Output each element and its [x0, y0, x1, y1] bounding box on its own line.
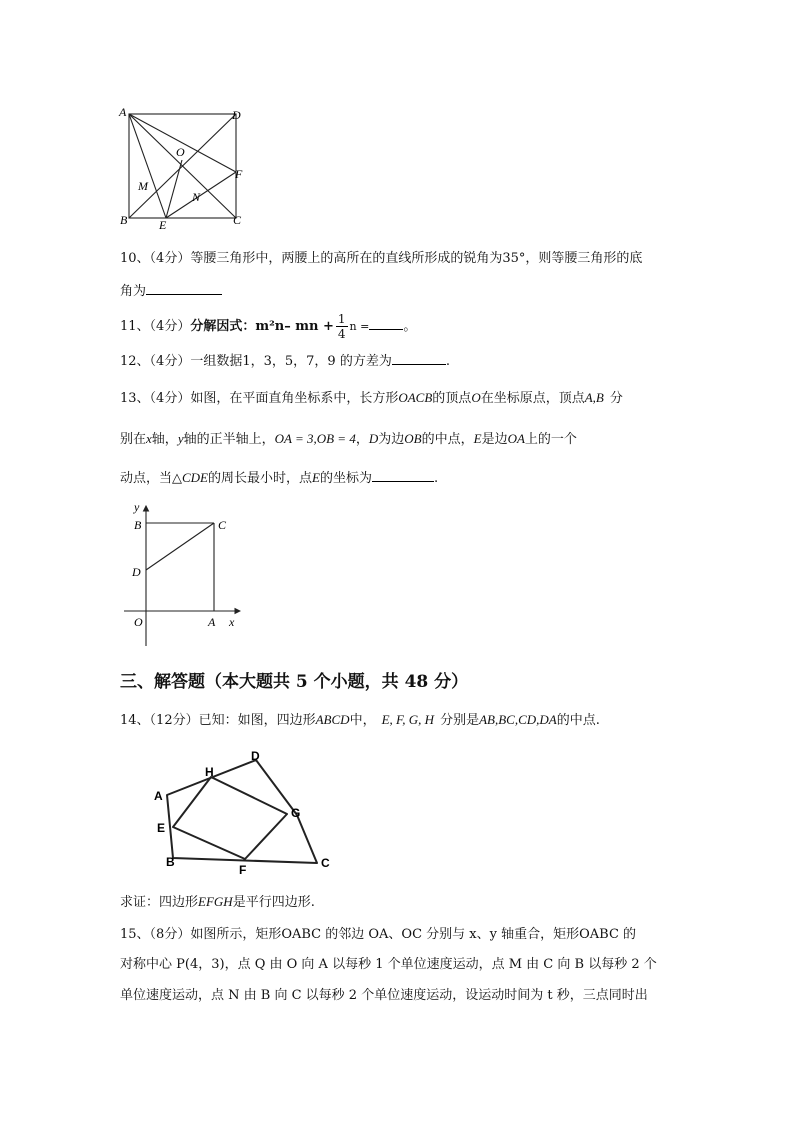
q13-text: 是边: [481, 432, 508, 447]
q11-end: 。: [403, 319, 417, 334]
q13-line2: [120, 430, 577, 449]
q15-text: 单位速度运动，点 N 由 B 向 C 以每秒 2 个单位速度运动，设运动时间为 t 秒，三点同时出: [120, 988, 648, 1003]
q14-math: E, F, G, H: [381, 712, 435, 727]
label-N: N: [192, 190, 201, 204]
q12-text: 一组数据1，3，5，7，9 的方差为: [190, 354, 392, 369]
q11-expr-pre: 分解因式：m²n– mn +: [190, 319, 334, 334]
q10-text1: 等腰三角形中，两腰上的高所在的直线所形成的锐角为35°，则等腰三角形的底: [190, 251, 643, 266]
label-H: H: [205, 765, 214, 779]
q13-math: E: [473, 431, 482, 446]
q14-math: ABCD: [315, 712, 350, 727]
label-C: C: [218, 518, 227, 532]
q12-end: .: [445, 354, 450, 369]
axis-label-y: y: [134, 500, 140, 514]
q10-answer-blank[interactable]: [146, 282, 222, 295]
q12-answer-blank[interactable]: [392, 352, 446, 365]
label-C: C: [321, 856, 330, 870]
q15-line3: [120, 987, 648, 1005]
q10-line1: [120, 250, 642, 268]
q14-proof-text: 求证：四边形: [120, 895, 199, 910]
q13-math: x: [146, 431, 152, 446]
q14-math: AB,BC,CD,DA: [479, 712, 557, 727]
q13-text: 轴的正半轴上，: [183, 432, 275, 447]
q13-math: D: [368, 431, 379, 446]
q13-text: 分: [609, 391, 623, 406]
label-A: A: [154, 789, 163, 803]
label-B: B: [134, 518, 142, 532]
q13-answer-blank[interactable]: [372, 469, 434, 482]
q10-line2: [120, 282, 222, 301]
coordinate-figure: [118, 498, 248, 648]
label-O: O: [176, 145, 185, 159]
q13-math: CDE: [182, 470, 208, 485]
label-B: B: [166, 855, 175, 869]
q13-text: 为边: [378, 432, 405, 447]
q13-text: 上的一个: [524, 432, 577, 447]
label-F: F: [239, 863, 247, 877]
label-F: F: [235, 167, 243, 181]
q15-text: 对称中心 P(4，3)，点 Q 由 O 向 A 以每秒 1 个单位速度运动，点 M 由 C 向 B 以每秒 2 个: [120, 957, 657, 972]
q15-line2: [120, 956, 657, 974]
label-C: C: [233, 213, 242, 227]
q10-text2: 角为: [120, 284, 147, 299]
q14-text: 中，: [349, 713, 376, 728]
q11-expr-post: n =: [349, 320, 370, 333]
q11-line: [120, 312, 416, 342]
label-G: G: [291, 806, 301, 820]
q15-text: 如图所示，矩形OABC 的邻边 OA、OC 分别与 x、y 轴重合，矩形OABC 的: [190, 927, 637, 942]
q14-number: 14、（12分）: [120, 713, 199, 728]
axis-label-x: x: [229, 615, 235, 629]
q11-fraction: [336, 312, 348, 341]
q13-math: OACB: [398, 390, 433, 405]
q13-text: 轴，: [151, 432, 178, 447]
q13-math: O: [471, 390, 481, 405]
q15-line1: [120, 926, 636, 944]
label-O: O: [134, 615, 143, 629]
square-figure: [115, 102, 255, 232]
q13-line1: [120, 389, 623, 408]
q11-frac-den: 4: [337, 327, 346, 341]
q13-text: 的中点，: [421, 432, 474, 447]
q15-number: 15、（8分）: [120, 927, 191, 942]
q14-proof-line: [120, 893, 315, 912]
q13-number: 13、（4分）: [120, 391, 191, 406]
q13-math: OA: [507, 431, 525, 446]
q11-number: 11、（4分）: [120, 319, 191, 334]
q14-proof-math: EFGH: [198, 894, 233, 909]
q13-math: A,B: [584, 390, 604, 405]
q13-text: 的周长最小时，点: [208, 471, 313, 486]
q13-line3: [120, 469, 438, 488]
q13-text: ，: [355, 432, 369, 447]
q13-math: y: [177, 431, 184, 446]
q14-text: 已知：如图，四边形: [198, 713, 316, 728]
q13-end: .: [433, 471, 439, 486]
label-E: E: [157, 821, 166, 835]
q11-frac-num: 1: [337, 312, 346, 326]
q13-text: 在坐标原点，顶点: [480, 391, 585, 406]
label-A: A: [208, 615, 216, 629]
q13-text: 别在: [120, 432, 147, 447]
label-E: E: [159, 218, 167, 232]
q13-text: 如图，在平面直角坐标系中，长方形: [190, 391, 399, 406]
label-D: D: [132, 565, 141, 579]
q11-answer-blank[interactable]: [369, 317, 403, 330]
q14-text: 的中点.: [556, 713, 600, 728]
quadrilateral-figure: [145, 745, 360, 880]
q13-text: 的坐标为: [319, 471, 372, 486]
q14-line: [120, 711, 600, 730]
label-A: A: [119, 105, 127, 119]
q13-math: OA = 3,OB = 4: [274, 431, 356, 446]
label-B: B: [120, 213, 128, 227]
label-D: D: [251, 749, 260, 763]
q13-math: E: [312, 470, 320, 485]
q12-line: [120, 352, 450, 371]
q13-text: 的顶点: [432, 391, 472, 406]
q14-proof-text: 是平行四边形.: [232, 895, 315, 910]
label-D: D: [232, 108, 241, 122]
q13-math: OB: [404, 431, 422, 446]
section-3-title: 三、解答题（本大题共 5 个小题，共 48 分）: [120, 672, 469, 692]
q13-text: 动点，当△: [120, 471, 182, 486]
q10-number: 10、（4分）: [120, 251, 191, 266]
q14-text: 分别是: [440, 713, 480, 728]
q12-number: 12、（4分）: [120, 354, 191, 369]
label-M: M: [138, 179, 148, 193]
